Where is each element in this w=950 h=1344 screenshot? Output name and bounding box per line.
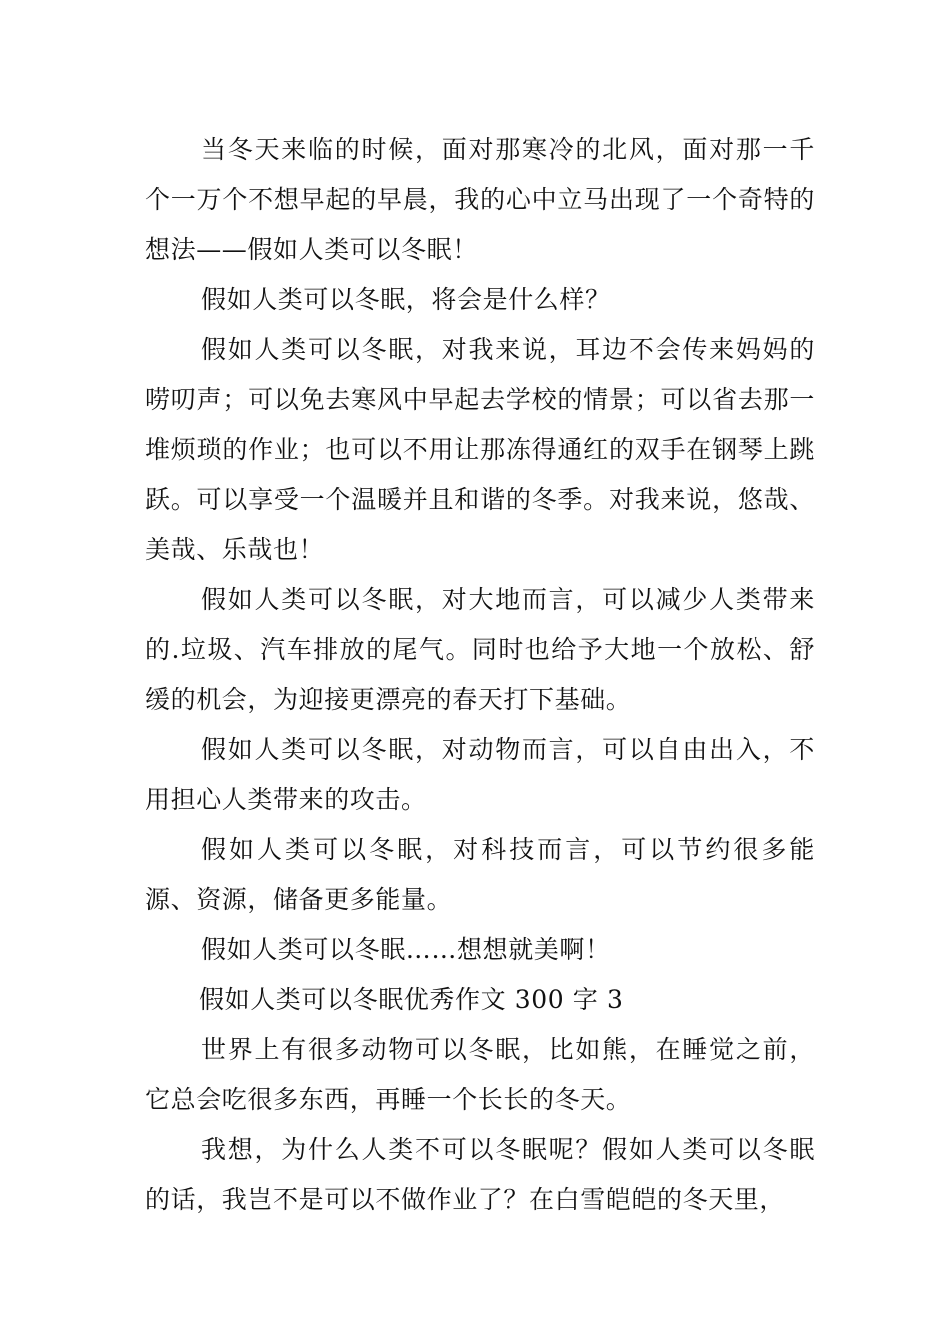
paragraph-for-me: 假如人类可以冬眠，对我来说，耳边不会传来妈妈的唠叨声；可以免去寒风中早起去学校的情景；可以省去那一堆烦琐的作业；也可以不用让那冻得通红的双手在钢琴上跳跃。可以享受一个温暖并且和谐的冬季。对我来说，悠哉、美哉、乐哉也！	[145, 335, 815, 564]
paragraph-hibernating-animals: 世界上有很多动物可以冬眠，比如熊，在睡觉之前，它总会吃很多东西，再睡一个长长的冬天。	[145, 1035, 815, 1114]
paragraph-for-technology: 假如人类可以冬眠，对科技而言，可以节约很多能源、资源，储备更多能量。	[145, 835, 815, 914]
paragraph-question: 假如人类可以冬眠，将会是什么样？	[201, 285, 611, 314]
essay-body	[145, 125, 815, 1225]
paragraph-conclusion: 假如人类可以冬眠……想想就美啊！	[201, 935, 611, 964]
paragraph-for-earth: 假如人类可以冬眠，对大地而言，可以减少人类带来的.垃圾、汽车排放的尾气。同时也给予大地一个放松、舒缓的机会，为迎接更漂亮的春天打下基础。	[145, 585, 815, 714]
paragraph-for-animals: 假如人类可以冬眠，对动物而言，可以自由出入，不用担心人类带来的攻击。	[145, 735, 815, 814]
paragraph-why-not-humans: 我想，为什么人类不可以冬眠呢？假如人类可以冬眠的话，我岂不是可以不做作业了？在白雪皑皑的冬天里，	[145, 1135, 815, 1214]
paragraph-intro: 当冬天来临的时候，面对那寒冷的北风，面对那一千个一万个不想早起的早晨，我的心中立马出现了一个奇特的想法——假如人类可以冬眠！	[145, 135, 815, 264]
essay-title: 假如人类可以冬眠优秀作文 300 字 3	[199, 985, 624, 1014]
